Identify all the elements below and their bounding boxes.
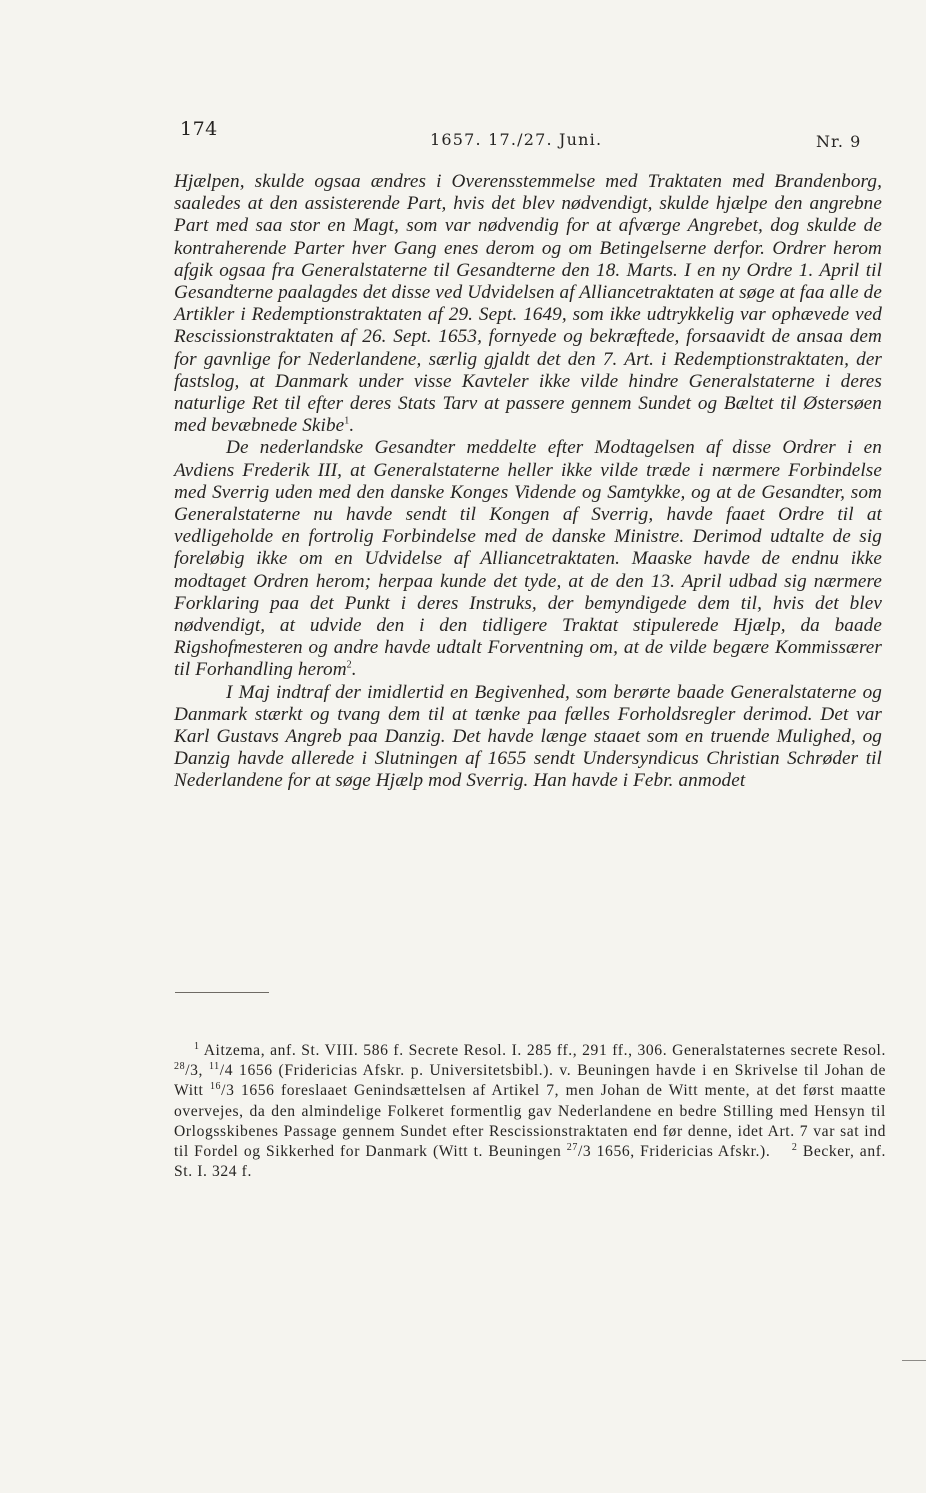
paragraph-text: Hjælpen, skulde ogsaa ændres i Overensstemmelse med Traktaten med Brandenborg, saaledes at den assisterende Part, hvis det blev nødvendigt, skulde hjælpe den angrebne Part med saa stor en Magt, som var nødvendig for at afværge Angrebet, dog skulde de kontraherende Parter hver Gang enes derom og om Betingelserne derfor. Ordrer herom afgik ogsaa fra Generalstaterne til Gesandterne den 18. Marts. I en ny Ordre 1. April til Gesandterne paalagdes det disse ved Udvidelsen af Alliancetraktaten at søge at faa alle de Artikler i Redemptionstraktaten af 29. Sept. 1649, som ikke udtrykkelig var ophævede ved Rescissionstraktaten af 26. Sept. 1653, fornyede og bekræftede, forsaavidt de ansaa dem for gavnlige for Nederlandene, særlig gjaldt det den 7. Art. i Redemptionstraktaten, der fastslog, at Danmark under visse Kavteler ikke vilde hindre Generalstaterne i deres naturlige Ret til efter deres Stats Tarv at passere gennem Sundet og Bæltet til Østersøen med bevæbnede Skibe bbox=[174, 171, 882, 437]
footnote-marker: 1 bbox=[194, 1040, 200, 1052]
chapter-number: Nr. 9 bbox=[816, 132, 862, 151]
paragraph bbox=[174, 171, 882, 437]
date-numerator: 16 bbox=[209, 1081, 222, 1093]
running-head-date: 1657. 17./27. Juni. bbox=[430, 130, 603, 149]
paragraph-text: I Maj indtraf der imidlertid en Begivenhed, som berørte baade Generalstaterne og Danmark stærkt og tvang dem til at tænke paa fælles Forholdsregler derimod. Det var Karl Gustavs Angreb paa Danzig. Det havde længe staaet som en truende Mulighed, og Danzig havde allerede i Slutningen af 1655 sendt Undersyndicus Christian Schrøder til Nederlandene for at søge Hjælp mod Sverrig. Han havde i Febr. anmodet bbox=[174, 681, 882, 792]
paragraph-end: . bbox=[349, 415, 355, 437]
date-numerator: 11 bbox=[208, 1061, 220, 1073]
separator: , bbox=[198, 1062, 209, 1080]
footnote-reference: 1 bbox=[344, 415, 350, 427]
footnote-separator bbox=[175, 992, 269, 993]
paragraph-end: . bbox=[351, 659, 357, 681]
date-denominator: /3 bbox=[185, 1062, 199, 1080]
footnote-text: 1656, Fridericias Afskr.). bbox=[596, 1143, 771, 1161]
footnote-text: Aitzema, anf. St. VIII. 586 f. Secrete Resol. I. 285 ff., 291 ff., 306. Generalstaternes secrete Resol. bbox=[203, 1042, 886, 1059]
date-numerator: 27 bbox=[566, 1141, 578, 1153]
date-denominator: /4 bbox=[219, 1062, 234, 1080]
paragraph bbox=[174, 682, 882, 793]
date-numerator: 28 bbox=[174, 1061, 186, 1073]
paragraph-text: De nederlandske Gesandter meddelte efter Modtagelsen af disse Ordrer i en Avdiens Frederik III, at Generalstaterne heller ikke vilde træde i nærmere Forbindelse med Sverrig uden med den danske Konges Vidende og Samtykke, og at de Gesandter, som Generalstaterne nu havde sendt til Kongen af Sverrig, havde faaet Ordre til at vedligeholde en fortrolig Forbindelse med de danske Ministre. Derimod udtalte de sig foreløbig ikke om en Udvidelse af Alliancetraktaten. Maaske havde de endnu ikke modtaget Ordren herom; herpaa kunde det tyde, at de den 13. April udbad sig nærmere Forklaring paa det Punkt i deres Instruks, der bemyndigede dem til, hvis det blev nødvendigt, at udvide den i den tidligere Traktat stipulerede Hjælp, da baade Rigshofmesteren og andre havde udtalt Forventning om, at de vilde begære Kommissærer til Forhandling herom bbox=[174, 437, 882, 681]
footnote-text: 1656 foreslaaet Genindsættelsen af Artikel 7, men Johan de Witt mente, at det først maatte overvejes, da den almindelige Folkeret formentlig gav Nederlandene en bedre Stilling med Hensyn til Orlogsskibenes Passage gennem Sundet efter Rescissionstraktaten end før denne, idet Art. 7 var sat ind til Fordel og Sikkerhed for Danmark (Witt t. Beuningen bbox=[174, 1082, 887, 1161]
main-text bbox=[174, 171, 882, 793]
page-number: 174 bbox=[180, 118, 218, 140]
footnotes bbox=[174, 1041, 886, 1182]
footnote-text: 1656 (Fridericias Afskr. p. Universitetsbibl.). v. Beuningen havde i en Skrivelse til Johan de Witt bbox=[174, 1062, 887, 1100]
footnote-reference: 2 bbox=[346, 660, 352, 672]
footnote bbox=[174, 1041, 886, 1182]
footnote-marker: 2 bbox=[791, 1141, 798, 1153]
date-denominator: /3 bbox=[221, 1082, 235, 1100]
footnote-text: Becker, anf. St. I. 324 f. bbox=[174, 1143, 887, 1181]
scan-edge-mark bbox=[902, 1360, 926, 1361]
paragraph bbox=[174, 437, 882, 681]
date-denominator: /3 bbox=[577, 1143, 592, 1161]
